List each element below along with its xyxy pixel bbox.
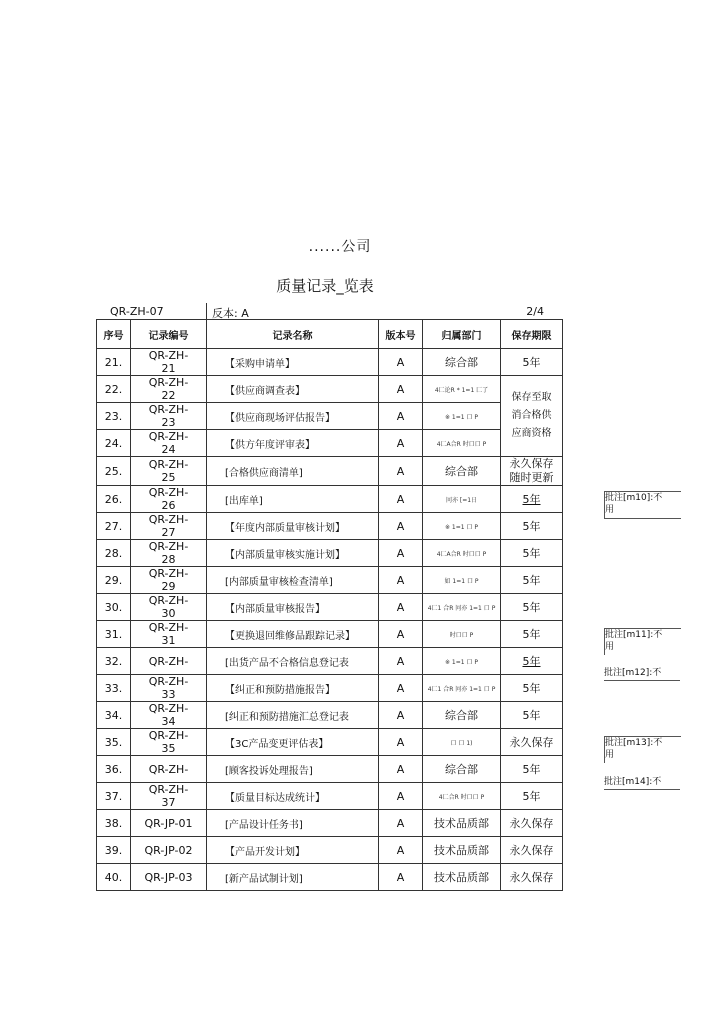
row-number: 21. — [97, 349, 131, 376]
record-keep: 5年 — [501, 621, 563, 648]
record-code: QR-ZH- 31 — [131, 621, 207, 648]
row-number: 26. — [97, 486, 131, 513]
table-row — [97, 864, 563, 891]
comment-note[interactable]: 批注[m13]:不 用 — [604, 736, 681, 763]
record-name: 【供方年度评审表】 — [207, 430, 379, 457]
record-name: 【内部质量审核报告】 — [207, 594, 379, 621]
row-number: 29. — [97, 567, 131, 594]
record-dept: 技术品质部 — [423, 864, 501, 891]
table-row — [97, 621, 563, 648]
form-code: QR-ZH-07 — [110, 305, 164, 318]
record-name: [合格供应商清单] — [207, 457, 379, 486]
record-code: QR-ZH- 26 — [131, 486, 207, 513]
record-keep: 5年 — [501, 486, 563, 513]
record-version: A — [379, 702, 423, 729]
comment-note[interactable]: 批注[m10]:不 用 — [604, 491, 681, 519]
record-dept: 如 1=1 口 P — [423, 567, 501, 594]
row-number: 24. — [97, 430, 131, 457]
record-dept: 综合部 — [423, 702, 501, 729]
record-version: A — [379, 430, 423, 457]
col-header-version: 版本号 — [379, 320, 423, 349]
record-code: QR-ZH- 29 — [131, 567, 207, 594]
record-name: 【采购申请单】 — [207, 349, 379, 376]
record-dept: 综合部 — [423, 756, 501, 783]
record-code: QR-ZH- — [131, 756, 207, 783]
record-keep: 永久保存 — [501, 810, 563, 837]
record-name: 【3C产品变更评估表】 — [207, 729, 379, 756]
row-number: 27. — [97, 513, 131, 540]
table-row — [97, 430, 563, 457]
divider — [206, 303, 207, 319]
record-keep: 5年 — [501, 594, 563, 621]
table-row — [97, 594, 563, 621]
record-code: QR-JP-03 — [131, 864, 207, 891]
record-keep: 永久保存 — [501, 729, 563, 756]
record-keep: 5年 — [501, 540, 563, 567]
table-row — [97, 648, 563, 675]
record-dept: 技术品质部 — [423, 810, 501, 837]
record-keep: 5年 — [501, 756, 563, 783]
form-meta — [96, 305, 568, 319]
record-code: QR-ZH- 23 — [131, 403, 207, 430]
col-header-no: 序号 — [97, 320, 131, 349]
record-dept: 4匚A合R 时口口 P — [423, 430, 501, 457]
record-keep: 5年 — [501, 567, 563, 594]
record-dept: 口 口 1) — [423, 729, 501, 756]
record-keep: 5年 — [501, 702, 563, 729]
table-row — [97, 457, 563, 486]
page-title: 质量记录_览表 — [276, 277, 374, 295]
row-number: 32. — [97, 648, 131, 675]
record-name: [纠正和预防措施汇总登记表 — [207, 702, 379, 729]
record-code: QR-ZH- 27 — [131, 513, 207, 540]
record-version: A — [379, 783, 423, 810]
row-number: 30. — [97, 594, 131, 621]
row-number: 33. — [97, 675, 131, 702]
record-version: A — [379, 376, 423, 403]
comment-note[interactable]: 批注[m14]:不 — [604, 776, 680, 790]
record-code: QR-ZH- 30 — [131, 594, 207, 621]
table-row — [97, 783, 563, 810]
table-row — [97, 376, 563, 403]
record-name: 【纠正和预防措施报告】 — [207, 675, 379, 702]
record-name: [出库单] — [207, 486, 379, 513]
record-name: 【质量目标达成统计】 — [207, 783, 379, 810]
record-code: QR-ZH- 33 — [131, 675, 207, 702]
row-number: 22. — [97, 376, 131, 403]
record-version: A — [379, 457, 423, 486]
row-number: 23. — [97, 403, 131, 430]
record-version: A — [379, 729, 423, 756]
record-code: QR-ZH- 28 — [131, 540, 207, 567]
company-name: ......公司 — [308, 239, 372, 255]
record-version: A — [379, 513, 423, 540]
row-number: 34. — [97, 702, 131, 729]
record-name: [产品设计任务书] — [207, 810, 379, 837]
record-code: QR-JP-02 — [131, 837, 207, 864]
row-number: 39. — [97, 837, 131, 864]
record-version: A — [379, 756, 423, 783]
record-keep: 5年 — [501, 675, 563, 702]
record-version: A — [379, 648, 423, 675]
record-code: QR-ZH- 37 — [131, 783, 207, 810]
record-keep: 永久保存 — [501, 837, 563, 864]
col-header-dept: 归属部门 — [423, 320, 501, 349]
record-dept: 冋亦 [=1日 — [423, 486, 501, 513]
record-dept: 技术品质部 — [423, 837, 501, 864]
record-dept: 时口口 P — [423, 621, 501, 648]
comment-note[interactable]: 批注[m11]:不 用 — [604, 628, 681, 655]
record-name: 【供应商现场评估报告】 — [207, 403, 379, 430]
record-keep: 5年 — [501, 648, 563, 675]
row-number: 28. — [97, 540, 131, 567]
row-number: 36. — [97, 756, 131, 783]
record-dept: ※ 1=1 口 P — [423, 648, 501, 675]
table-row — [97, 837, 563, 864]
row-number: 37. — [97, 783, 131, 810]
record-version: A — [379, 567, 423, 594]
record-dept: 4匚论R * 1=1 匚了 — [423, 376, 501, 403]
record-code: QR-ZH- 34 — [131, 702, 207, 729]
table-row — [97, 349, 563, 376]
col-header-keep: 保存期限 — [501, 320, 563, 349]
record-code: QR-ZH- 35 — [131, 729, 207, 756]
comment-note[interactable]: 批注[m12]:不 — [604, 667, 680, 681]
page-number: 2/4 — [526, 305, 544, 318]
row-number: 38. — [97, 810, 131, 837]
record-version: A — [379, 540, 423, 567]
record-dept: ※ 1=1 口 P — [423, 513, 501, 540]
row-number: 40. — [97, 864, 131, 891]
table-row — [97, 486, 563, 513]
record-name: 【产品开发计划】 — [207, 837, 379, 864]
record-code: QR-ZH- 24 — [131, 430, 207, 457]
record-version: A — [379, 810, 423, 837]
record-keep: 5年 — [501, 783, 563, 810]
table-row — [97, 702, 563, 729]
record-keep: 永久保存 随时更新 — [501, 457, 563, 486]
record-version: A — [379, 486, 423, 513]
col-header-name: 记录名称 — [207, 320, 379, 349]
table-row — [97, 567, 563, 594]
record-name: [新产品试制计划] — [207, 864, 379, 891]
table-row — [97, 540, 563, 567]
record-version: A — [379, 594, 423, 621]
record-version: A — [379, 403, 423, 430]
record-version: A — [379, 349, 423, 376]
record-dept: 4匚1 合R 冋亦 1=1 口 P — [423, 675, 501, 702]
col-header-code: 记录编号 — [131, 320, 207, 349]
table-row — [97, 403, 563, 430]
record-name: [出货产品不合格信息登记表 — [207, 648, 379, 675]
record-dept: 综合部 — [423, 349, 501, 376]
record-name: 【更换退回维修品跟踪记录】 — [207, 621, 379, 648]
record-dept: 4匚1 合R 冋亦 1=1 口 P — [423, 594, 501, 621]
record-version: A — [379, 621, 423, 648]
records-table — [96, 319, 563, 891]
record-name: [顾客投诉处理报告] — [207, 756, 379, 783]
record-code: QR-ZH- 25 — [131, 457, 207, 486]
record-dept: 4匚合R 时口口 P — [423, 783, 501, 810]
table-row — [97, 810, 563, 837]
record-name: 【年度内部质量审核计划】 — [207, 513, 379, 540]
record-keep: 5年 — [501, 349, 563, 376]
row-number: 35. — [97, 729, 131, 756]
record-dept: 4匚A合R 时口口 P — [423, 540, 501, 567]
table-row — [97, 513, 563, 540]
row-number: 31. — [97, 621, 131, 648]
record-name: [内部质量审核检查清单] — [207, 567, 379, 594]
record-code: QR-ZH- 21 — [131, 349, 207, 376]
table-row — [97, 756, 563, 783]
record-code: QR-JP-01 — [131, 810, 207, 837]
record-code: QR-ZH- — [131, 648, 207, 675]
table-header-row — [97, 320, 563, 349]
record-keep: 保存至取 消合格供 应商资格 — [501, 376, 563, 457]
record-dept: ※ 1=1 口 P — [423, 403, 501, 430]
row-number: 25. — [97, 457, 131, 486]
record-version: A — [379, 837, 423, 864]
record-name: 【供应商调查表】 — [207, 376, 379, 403]
record-dept: 综合部 — [423, 457, 501, 486]
version-label: 反本: A — [212, 307, 249, 320]
record-keep: 5年 — [501, 513, 563, 540]
table-row — [97, 729, 563, 756]
record-version: A — [379, 864, 423, 891]
record-name: 【内部质量审核实施计划】 — [207, 540, 379, 567]
table-row — [97, 675, 563, 702]
record-keep: 永久保存 — [501, 864, 563, 891]
record-code: QR-ZH- 22 — [131, 376, 207, 403]
record-version: A — [379, 675, 423, 702]
